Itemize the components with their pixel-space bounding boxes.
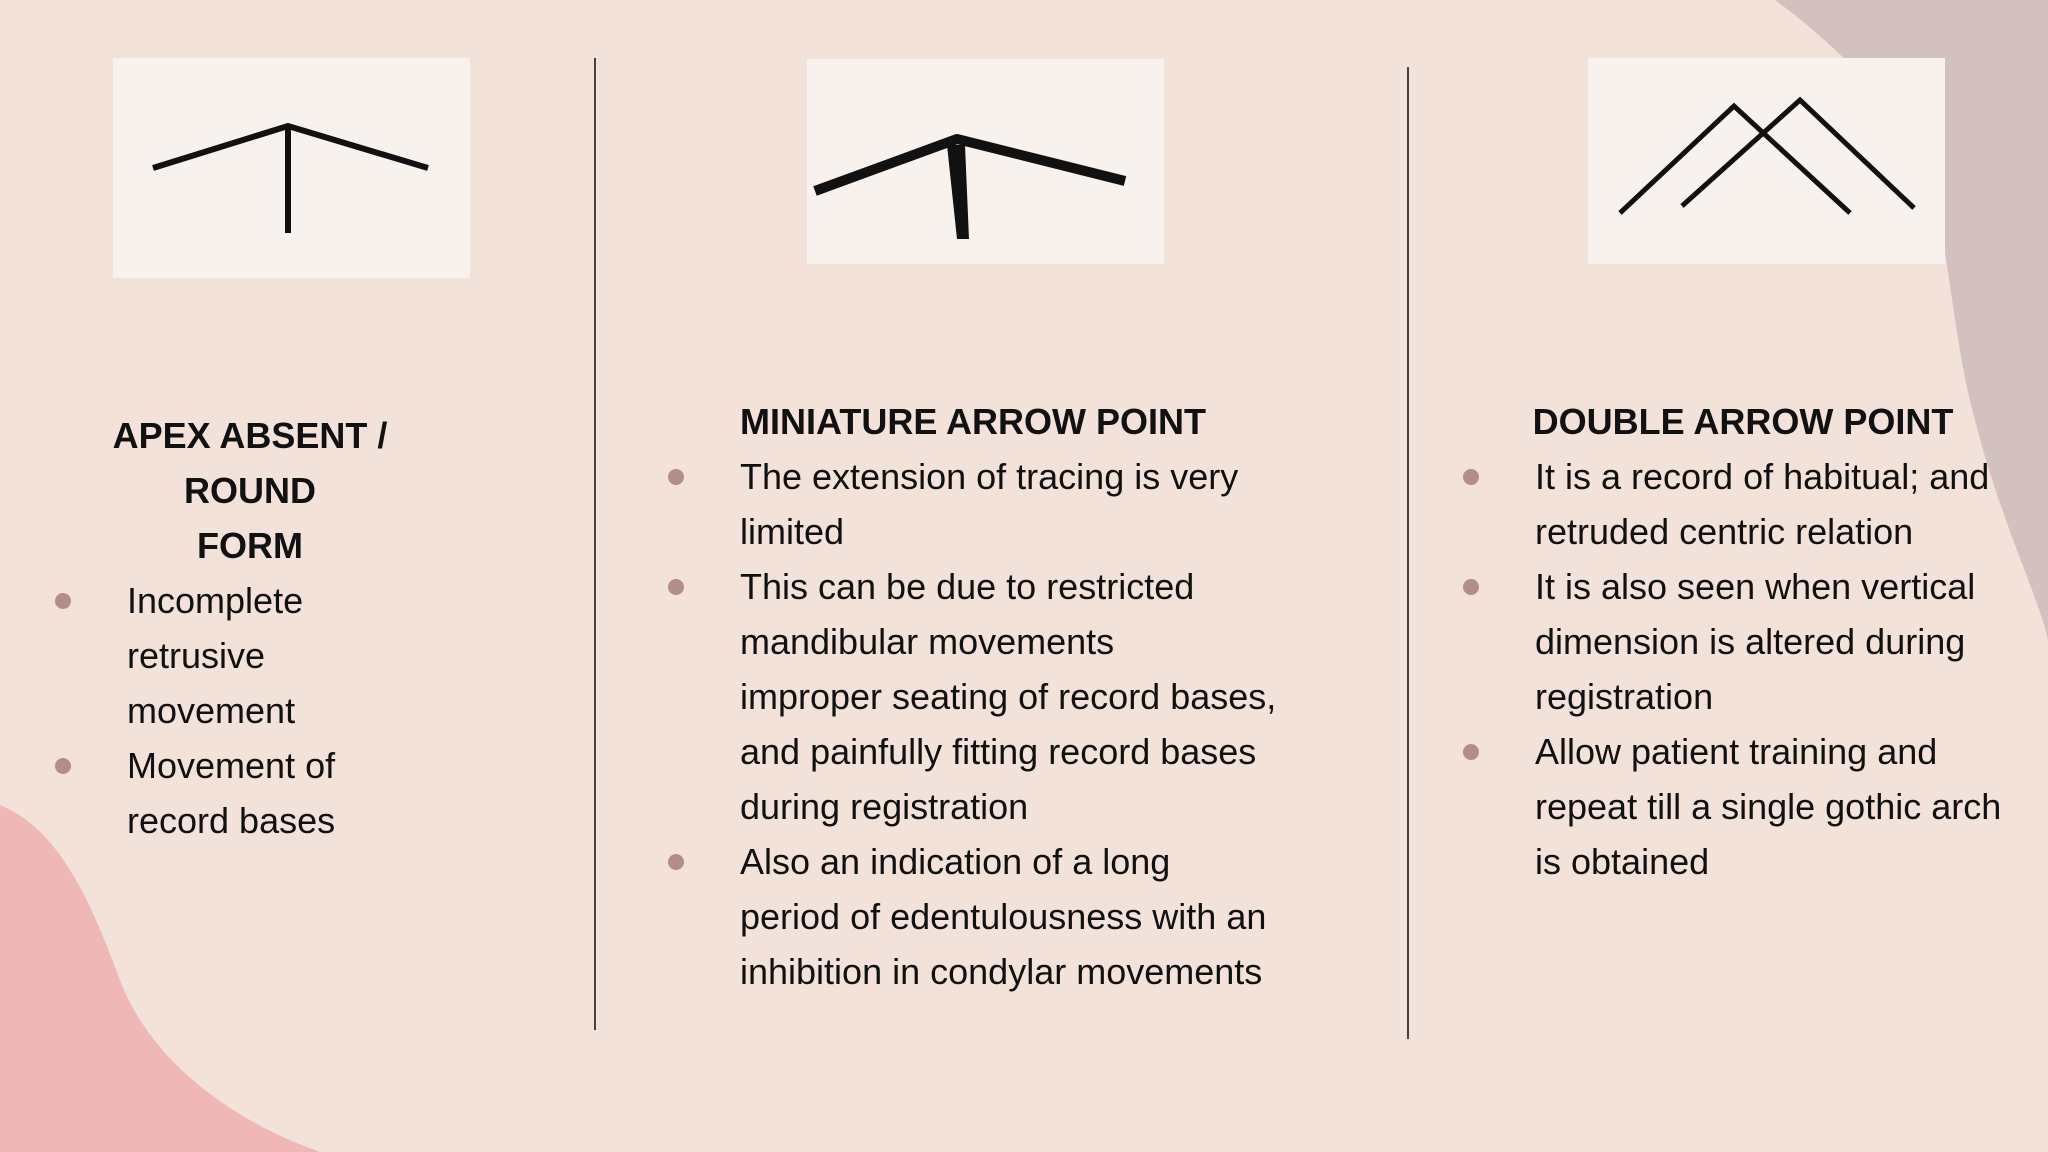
bullet-line: The extension of tracing is very (740, 456, 1239, 497)
bullet-line: Also an indication of a long (740, 841, 1171, 882)
list-item (55, 738, 450, 848)
bullet-line: Incomplete (127, 580, 304, 621)
bullet-line: repeat till a single gothic arch (1535, 786, 2002, 827)
bullet-dot (55, 758, 71, 774)
column-divider-right (1407, 67, 1409, 1039)
bullet-line: It is a record of habitual; and (1535, 456, 1990, 497)
bullet-line: record bases (127, 800, 336, 841)
bullet-line: dimension is altered during (1535, 621, 1966, 662)
pink-blob (0, 805, 320, 1152)
bullet-line: period of edentulousness with an (740, 896, 1267, 937)
bullet-line: Allow patient training and (1535, 731, 1938, 772)
bullet-dot (668, 579, 684, 595)
heading-double-arrow (1458, 394, 2028, 449)
bullet-line: limited (740, 511, 845, 552)
bullet-dot (1463, 469, 1479, 485)
bullet-line: is obtained (1535, 841, 1710, 882)
double-arrow-image (1588, 58, 1945, 264)
bullet-line: mandibular movements (740, 621, 1115, 662)
column-apex-absent (50, 408, 450, 848)
list-item (1463, 724, 2048, 889)
column-divider-left (594, 58, 596, 1030)
heading-miniature-arrow (663, 394, 1283, 449)
list-item (668, 449, 1363, 559)
heading-apex-absent (50, 408, 450, 573)
miniature-arrow-image (807, 59, 1164, 264)
list-item (668, 834, 1363, 999)
bullet-list-miniature-arrow (668, 449, 1363, 999)
bullet-line: improper seating of record bases, (740, 676, 1277, 717)
bullet-dot (668, 469, 684, 485)
apex-absent-image (113, 58, 470, 278)
double-arrow-point-tracing-icon (1588, 58, 1945, 264)
bullet-line: retrusive (127, 635, 266, 676)
bullet-line: This can be due to restricted (740, 566, 1195, 607)
heading-line-1: APEX ABSENT / ROUND (112, 415, 388, 511)
heading-line-1: DOUBLE ARROW POINT (1532, 401, 1954, 442)
list-item (668, 559, 1363, 834)
list-item (55, 573, 450, 738)
bullet-dot (55, 593, 71, 609)
column-miniature-arrow (663, 394, 1363, 999)
bullet-list-apex-absent (55, 573, 450, 848)
list-item (1463, 449, 2048, 559)
list-item (1463, 559, 2048, 724)
bullet-dot (668, 854, 684, 870)
bullet-line: registration (1535, 676, 1714, 717)
heading-line-1: MINIATURE ARROW POINT (740, 401, 1206, 442)
bullet-line: It is also seen when vertical (1535, 566, 1976, 607)
apex-absent-tracing-icon (113, 58, 470, 278)
miniature-arrow-point-tracing-icon (807, 59, 1164, 264)
bullet-dot (1463, 579, 1479, 595)
bullet-line: retruded centric relation (1535, 511, 1914, 552)
bullet-dot (1463, 744, 1479, 760)
bullet-line: and painfully fitting record bases (740, 731, 1257, 772)
heading-line-2: FORM (197, 525, 303, 566)
bullet-list-double-arrow (1463, 449, 2048, 889)
bullet-line: Movement of (127, 745, 336, 786)
bullet-line: inhibition in condylar movements (740, 951, 1263, 992)
bullet-line: movement (127, 690, 296, 731)
column-double-arrow (1458, 394, 2048, 889)
bullet-line: during registration (740, 786, 1029, 827)
